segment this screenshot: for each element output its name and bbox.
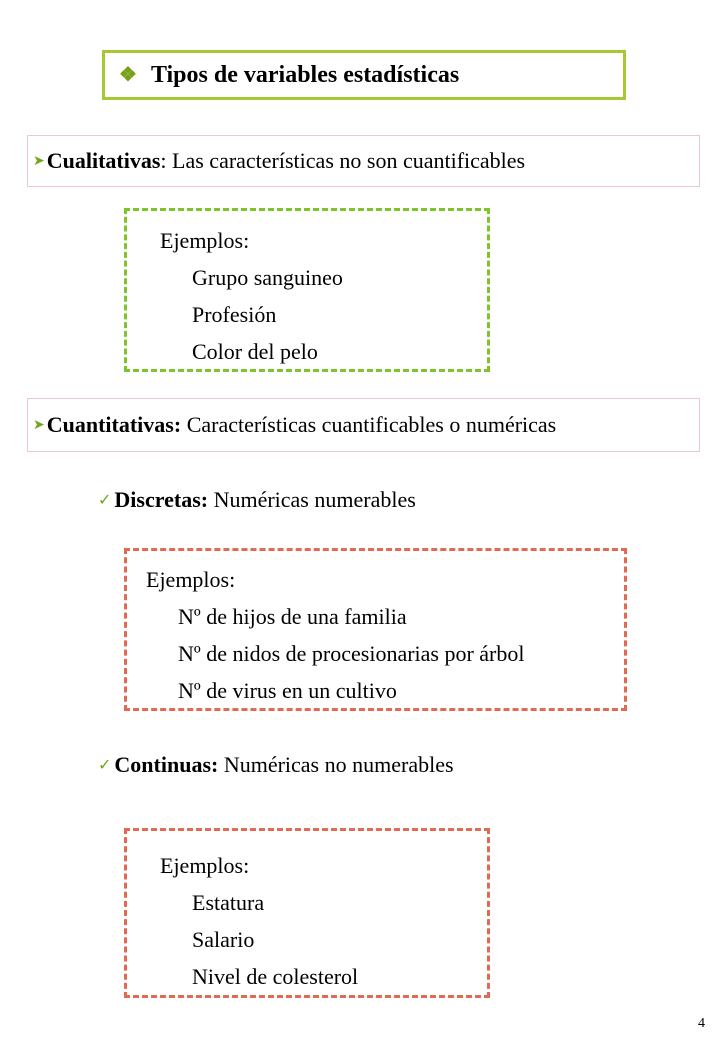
page-number: 4 bbox=[698, 1016, 705, 1031]
example-item: Color del pelo bbox=[192, 339, 318, 364]
discretas-description: Numéricas numerables bbox=[208, 487, 416, 512]
cualitativas-examples-box bbox=[124, 208, 490, 372]
examples-title: Ejemplos: bbox=[160, 228, 250, 253]
check-icon: ✓ bbox=[98, 757, 112, 774]
discretas-examples-box bbox=[124, 548, 627, 711]
example-item: Salario bbox=[192, 927, 255, 952]
discretas-heading bbox=[98, 487, 416, 513]
cuantitativas-term: Cuantitativas: bbox=[46, 412, 182, 437]
page-title: Tipos de variables estadísticas bbox=[150, 61, 460, 88]
continuas-examples-box bbox=[124, 828, 490, 998]
example-item: Estatura bbox=[192, 890, 265, 915]
example-item: Nº de virus en un cultivo bbox=[178, 678, 397, 703]
cualitativas-box bbox=[27, 135, 700, 187]
cualitativas-description: : Las características no son cuantificables bbox=[160, 148, 526, 173]
example-item: Nº de hijos de una familia bbox=[178, 604, 407, 629]
continuas-term: Continuas: bbox=[114, 752, 219, 777]
examples-title: Ejemplos: bbox=[146, 567, 236, 592]
cuantitativas-box bbox=[27, 398, 700, 452]
cualitativas-term: Cualitativas bbox=[46, 148, 161, 173]
check-icon: ✓ bbox=[98, 492, 112, 509]
cuantitativas-description: Características cuantificables o numéricas bbox=[181, 412, 557, 437]
example-item: Grupo sanguineo bbox=[192, 265, 343, 290]
examples-title: Ejemplos: bbox=[160, 853, 250, 878]
discretas-term: Discretas: bbox=[114, 487, 209, 512]
arrow-bullet-icon: ➤ bbox=[33, 417, 45, 433]
example-item: Profesión bbox=[192, 302, 277, 327]
title-box bbox=[102, 50, 626, 100]
example-item: Nº de nidos de procesionarias por árbol bbox=[178, 641, 525, 666]
continuas-description: Numéricas no numerables bbox=[218, 752, 454, 777]
diamond-bullet-icon: ❖ bbox=[119, 64, 137, 86]
continuas-heading bbox=[98, 752, 454, 778]
example-item: Nivel de colesterol bbox=[192, 964, 359, 989]
arrow-bullet-icon: ➤ bbox=[33, 153, 45, 169]
